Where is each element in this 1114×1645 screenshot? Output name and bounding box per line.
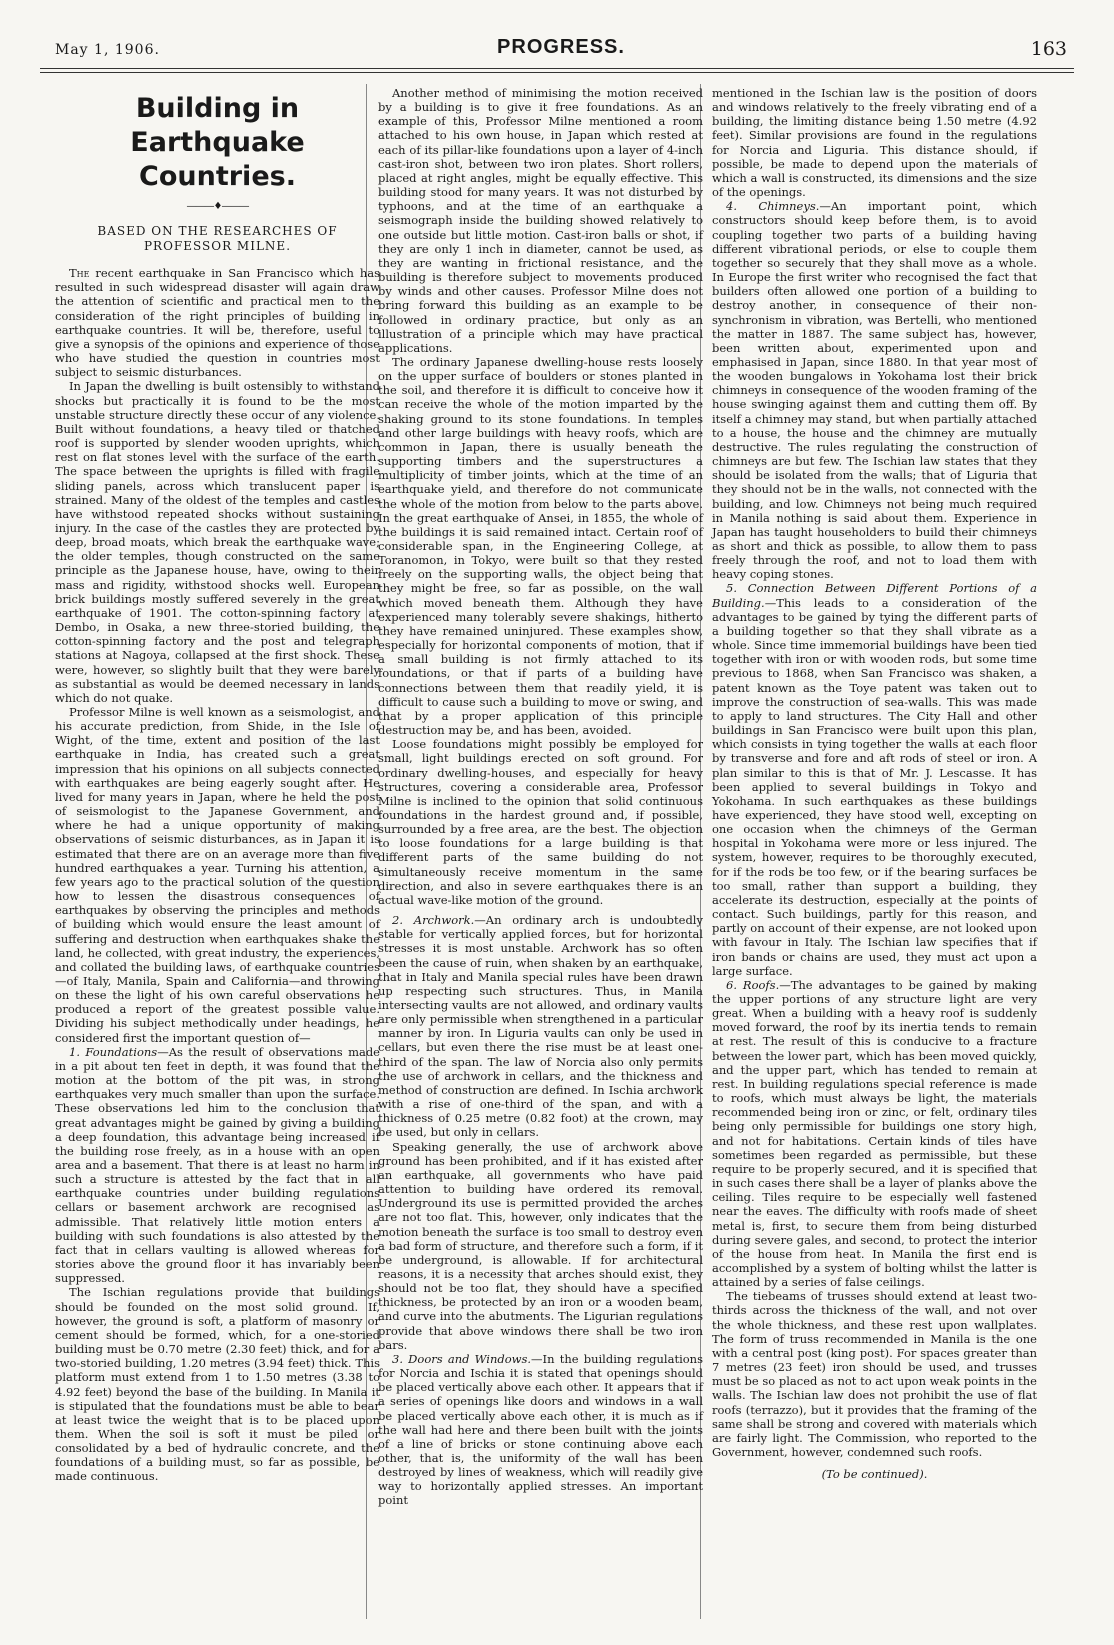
chimneys-heading: 4. Chimneys. <box>726 199 820 214</box>
chimneys-paragraph: 4. Chimneys.—An important point, which constructors should keep before them, is to avoid coupling together two parts of a building having different vibrational periods, or else to couple them together so securely that they shall move as a whole. In Europe the first writer who recognised the fact that builders often allowed one portion of a building to destroy another, in consequence of their non-synchronism in vibration, was Bertelli, who mentioned the matter in 1887. The same subject has, however, been written about, experimented upon and emphasised in Japan, since 1880. In that year most of the wooden bungalows in Yokohama lost their brick chimneys in consequence of the wooden framing of the house swinging against them and cutting them off. By itself a chimney may stand, but when partially attached to a house, the house and the chimney are mutually destructive. The rules regulating the construction of chimneys are but few. The Ischian law states that they should be isolated from the walls; that of Liguria that they should not be in the walls, not connected with the building, and low. Chimneys not being much required in Manila nothing is said about them. Experience in Japan has taught householders to build their chimneys as short and thick as possible, to allow them to pass freely through the roof, and not to load them with heavy coping stones. <box>712 199 1037 582</box>
foundations-heading: 1. Foundations <box>69 1044 158 1059</box>
article-title: Building in Earthquake Countries. <box>130 93 305 192</box>
doors-windows-continuation: mentioned in the Ischian law is the position of doors and windows relatively to the freely vibrating end of a building, the limiting distance being 1.50 metre (4.92 feet). Similar provisions are found in the regulations for Norcia and Liguria. This distance should, if possible, be made to depend upon the materials of which a wall is constructed, its dimensions and the size of the openings. <box>712 86 1037 200</box>
header-date: May 1, 1906. <box>55 42 160 58</box>
page-number: 163 <box>1030 38 1067 60</box>
article-subtitle: BASED ON THE RESEARCHES OF PROFESSOR MILNE. <box>97 224 338 254</box>
page-header <box>55 28 1067 68</box>
roofs-heading: 6. Roofs. <box>726 977 780 992</box>
archwork-heading: 2. Archwork. <box>392 913 475 928</box>
doors-windows-paragraph: 3. Doors and Windows.—In the building regulations for Norcia and Ischia it is stated that openings should be placed vertically above each other. It appears that if a series of openings like doors and windows in a wall be placed vertically above each other, it is much as if the wall had here and there been built with the joints of a line of bricks or stone continuing above each other, that is, the uniformity of the wall has been destroyed by lines of weakness, which will readily give way to horizontally applied stresses. An important point <box>378 1351 703 1508</box>
publication-title: PROGRESS. <box>497 36 625 58</box>
connection-paragraph: 5. Connection Between Different Portions of a Building.—This leads to a consideration of the advantages to be gained by tying the different parts of a building together so that they shall vibrate as a whole. Since time immemorial buildings have been tied together with iron or with wooden rods, but some time previous to 1868, when San Francisco was shaken, a patent known as the Toye patent was taken out to improve the construction of sea-walls. This was made to apply to land structures. The City Hall and other buildings in San Francisco were built upon this plan, which consists in tying together the walls at each floor by transverse and fore and aft rods of steel or iron. A plan similar to this is that of Mr. J. Lescasse. It has been applied to several buildings in Tokyo and Yokohama. In such earthquakes as these buildings have experienced, they have stood well, excepting on one occasion when the chimneys of the German hospital in Yokohama were more or less injured. The system, however, requires to be thoroughly executed, for if the rods be too few, or if the bearing surfaces be too small, rather than support a building, they accelerate its destruction, especially at the points of contact. Such buildings, partly for this reason, and partly on account of their expense, are not looked upon with favour in Italy. The Ischian law specifies that if iron bands or chains are used, they must act upon a large surface. <box>712 581 1037 978</box>
free-foundations-paragraph: Another method of minimising the motion received by a building is to give it free foundations. As an example of this, Professor Milne mentioned a room attached to his own house, in Japan which rested at each of its pillar-like foundations upon a layer of 4-inch cast-iron shot, between two iron plates. Short rollers, placed at right angles, might be equally effective. This building stood for many years. It was not disturbed by typhoons, and at the time of an earthquake a seismograph inside the building showed relatively to one outside but little motion. Cast-iron balls or shot, if they are only 1 inch in diameter, cannot be used, as they are wanting in frictional resistance, and the building is therefore subject to movements produced by winds and other causes. Professor Milne does not bring forward this building as an example to be followed in ordinary practice, but only as an illustration of a principle which may have practical applications. <box>378 86 703 355</box>
to-be-continued: (To be continued). <box>821 1467 928 1482</box>
doors-windows-heading: 3. Doors and Windows. <box>392 1351 532 1366</box>
header-rule-top <box>40 68 1074 69</box>
header-rule-bottom <box>40 72 1074 73</box>
tiebeams-paragraph: The tiebeams of trusses should extend at least two-thirds across the thickness of the wall, and not over the whole thickness, and these rest upon wallplates. The form of truss recommended in Manila is the one with a central post (king post). For spaces greater than 7 metres (23 feet) iron should be used, and trusses must be so placed as not to act upon weak points in the walls. The Ischian law does not prohibit the use of flat roofs (terrazzo), but it provides that the framing of the same shall be strong and covered with materials which are fairly light. The Commission, who reported to the Government, however, condemned such roofs. <box>712 1289 1037 1459</box>
intro-paragraph: The recent earthquake in San Francisco which has resulted in such widespread disaster will again draw the attention of scientific and practical men to the consideration of the right principles of building in earthquake countries. It will be, therefore, useful to give a synopsis of the opinions and experience of those who have studied the question in countries most subject to seismic disturbances. <box>55 266 380 380</box>
connection-heading: 5. Connection Between Different Portions of a Building. <box>712 581 1037 610</box>
roofs-paragraph: 6. Roofs.—The advantages to be gained by making the upper portions of any structure light are very great. When a building with a heavy roof is suddenly moved forward, the roof by its inertia tends to remain at rest. The result of this is conducive to a fracture between the lower part, which has been moved quickly, and the upper part, which has tended to remain at rest. In building regulations special reference is made to roofs, which must always be light, the materials recommended being iron or zinc, or felt, ordinary tiles being only permissible for buildings one story high, and not for habitations. Certain kinds of tiles have sometimes been regarded as permissible, but these require to be properly secured, and it is specified that in such cases there shall be a layer of planks above the ceiling. Tiles require to be especially well fastened near the eaves. The difficulty with roofs made of sheet metal is, first, to secure them from being disturbed during severe gales, and second, to protect the interior of the house from heat. In Manila the first end is accomplished by a system of bolting whilst the latter is attained by a series of false ceilings. <box>712 977 1037 1290</box>
column-1 <box>55 92 380 1484</box>
milne-paragraph: Professor Milne is well known as a seismologist, and his accurate prediction, from Shide, in the Isle of Wight, of the time, extent and position of the last earthquake in India, has created such a great impression that his opinions on all subjects connected with earthquakes are being eagerly sought after. He lived for many years in Japan, where he held the post of seismologist to the Japanese Government, and where he had a unique opportunity of making observations of seismic disturbances, as in Japan it is estimated that there are on an average more than five hundred earthquakes a year. Turning his attention, a few years ago to the practical solution of the question how to lessen the disastrous consequences of earthquakes by observing the principles and methods of building which would ensure the least amount of suffering and destruction when earthquakes shake the land, he collected, with great industry, the experiences, and collated the building laws, of earthquake countries—of Italy, Manila, Spain and California—and throwing on these the light of his own careful observations he produced a report of the greatest possible value. Dividing his subject methodically under headings, he considered first the important question of— <box>55 705 380 1045</box>
foundations-paragraph: 1. Foundations—As the result of observations made in a pit about ten feet in depth, it was found that the motion at the bottom of the pit was, in strong earthquakes very much smaller than upon the surface. These observations led him to the conclusion that great advantages might be gained by giving a building a deep foundation, this advantage being increased if the building rose freely, as in a house with an open area and a basement. That there is at least no harm in such a structure is attested by the fact that in all earthquake countries under building regulations cellars or basement archwork are recognised as admissible. That relatively little motion enters a building with such foundations is also attested by the fact that in cellars vaulting is allowed whereas for stories above the ground floor it has invariably been suppressed. <box>55 1044 380 1286</box>
japan-paragraph: In Japan the dwelling is built ostensibly to withstand shocks but practically it is found to be the most unstable structure directly these occur of any violence. Built without foundations, a heavy tiled or thatched roof is supported by slender wooden uprights, which rest on flat stones level with the surface of the earth. The space between the uprights is filled with fragile sliding panels, across which translucent paper is strained. Many of the oldest of the temples and castles have withstood repeated shocks without sustaining injury. In the case of the castles they are protected by deep, broad moats, which break the earthquake wave; the older temples, though constructed on the same principle as the Japanese house, have, owing to their mass and rigidity, withstood shocks well. European brick buildings mostly suffered severely in the great earthquake of 1901. The cotton-spinning factory at Dembo, in Osaka, a new three-storied building, the cotton-spinning factory and the post and telegraph stations at Nagoya, collapsed at the first shock. These were, however, so slightly built that they were barely as substantial as would be deemed necessary in lands which do not quake. <box>55 379 380 705</box>
column-3 <box>712 86 1037 1481</box>
column-2 <box>378 86 703 1508</box>
title-ornament: ———♦——— <box>186 201 249 212</box>
ischian-paragraph: The Ischian regulations provide that buildings should be founded on the most solid ground. If, however, the ground is soft, a platform of masonry or cement should be formed, which, for a one-storied building must be 0.70 metre (2.30 feet) thick, and for a two-storied building, 1.20 metres (3.94 feet) thick. This platform must extend from 1 to 1.50 metres (3.38 to 4.92 feet) beyond the base of the building. In Manila it is stipulated that the foundations must be able to bear at least twice the weight that is to be placed upon them. When the soil is soft it must be piled or consolidated by a bed of hydraulic concrete, and the foundations of a building must, so far as possible, be made continuous. <box>55 1285 380 1484</box>
speaking-generally-paragraph: Speaking generally, the use of archwork above ground has been prohibited, and if it has existed after an earthquake, all governments who have paid attention to building have ordered its removal. Underground its use is permitted provided the arches are not too flat. This, however, only indicates that the motion beneath the surface is too small to destroy even a bad form of structure, and therefore such a form, if it be underground, is allowable. If for architectural reasons, it is a necessity that arches should exist, they should not be too flat, they should have a specified thickness, be protected by an iron or a wooden beam, and curve into the abutments. The Ligurian regulations provide that above windows there shall be two iron bars. <box>378 1139 703 1352</box>
archwork-paragraph: 2. Archwork.—An ordinary arch is undoubtedly stable for vertically applied forces, but for horizontal stresses it is most unstable. Archwork has so often been the cause of ruin, when shaken by an earthquake, that in Italy and Manila special rules have been drawn up respecting such structures. Thus, in Manila intersecting vaults are not allowed, and ordinary vaults are only permissible when strengthened in a particular manner by iron. In Liguria vaults can only be used in cellars, but even there the rise must be at least one-third of the span. The law of Norcia also only permits the use of archwork in cellars, and the thickness and method of construction are defined. In Ischia archwork with a rise of one-third of the span, and with a thickness of 0.25 metre (0.82 foot) at the crown, may be used, but only in cellars. <box>378 913 703 1140</box>
loose-foundations-paragraph: Loose foundations might possibly be employed for small, light buildings erected on soft ground. For ordinary dwelling-houses, and especially for heavy structures, covering a considerable area, Professor Milne is inclined to the opinion that solid continuous foundations in the hardest ground and, if possible, surrounded by a free area, are the best. The objection to loose foundations for a large building is that different parts of the same building do not simultaneously receive momentum in the same direction, and also in severe earthquakes there is an actual wave-like motion of the ground. <box>378 737 703 907</box>
intro-lead-word: The <box>69 266 90 281</box>
japanese-dwelling-paragraph: The ordinary Japanese dwelling-house rests loosely on the upper surface of boulders or stones planted in the soil, and therefore it is difficult to conceive how it can receive the whole of the motion imparted by the shaking ground to its stone foundations. In temples and other large buildings with heavy roofs, which are common in Japan, there is usually beneath the supporting timbers and the superstructures a multiplicity of timber joints, which at the time of an earthquake yield, and therefore do not communicate the whole of the motion from below to the parts above. In the great earthquake of Ansei, in 1855, the whole of the buildings it is said remained intact. Certain roof of considerable span, in the Engineering College, at Toranomon, in Tokyo, were built so that they rested freely on the supporting walls, the object being that they might be free, so far as possible, on the wall which moved beneath them. Although they have experienced many tolerably severe shakings, hitherto they have remained uninjured. These examples show, especially for horizontal components of motion, that if a small building is not firmly attached to its foundations, or that if parts of a building have connections between them that readily yield, it is difficult to cause such a building to move or swing, and that by a proper application of this principle destruction may be, and has been, avoided. <box>378 354 703 738</box>
